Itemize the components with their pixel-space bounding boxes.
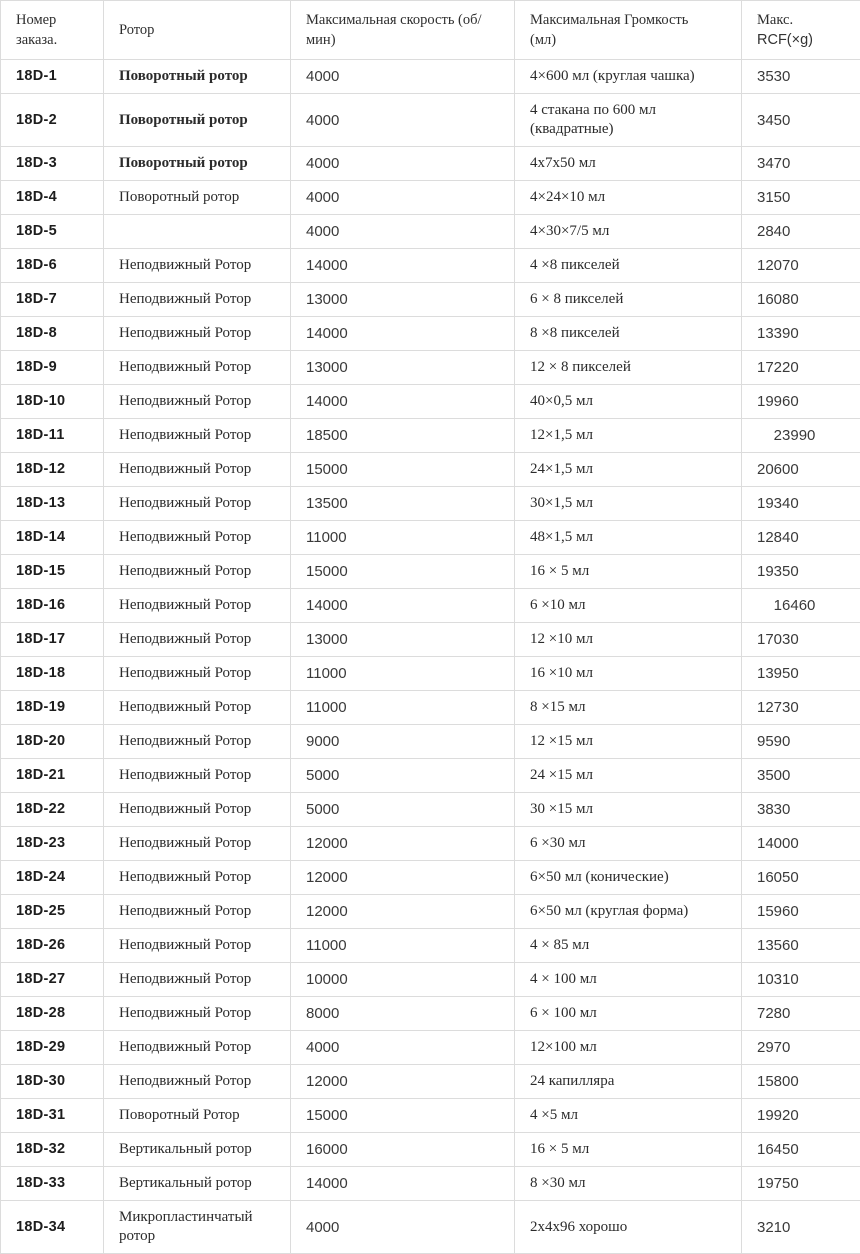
cell-rotor: Неподвижный Ротор bbox=[104, 317, 291, 351]
cell-max-speed: 4000 bbox=[291, 215, 515, 249]
cell-max-speed: 5000 bbox=[291, 759, 515, 793]
cell-max-rcf: 12840 bbox=[742, 521, 860, 555]
header-row bbox=[1, 1, 860, 60]
cell-max-volume: 8 ×8 пикселей bbox=[515, 317, 742, 351]
table-row bbox=[1, 521, 860, 555]
cell-max-volume: 12×1,5 мл bbox=[515, 419, 742, 453]
cell-order-number: 18D-20 bbox=[1, 725, 104, 759]
cell-rotor: Поворотный ротор bbox=[104, 147, 291, 181]
cell-max-rcf: 2970 bbox=[742, 1031, 860, 1065]
cell-max-speed: 14000 bbox=[291, 317, 515, 351]
header-max-speed-line2: мин) bbox=[306, 30, 499, 50]
cell-max-speed: 11000 bbox=[291, 657, 515, 691]
cell-rotor: Неподвижный Ротор bbox=[104, 793, 291, 827]
cell-rotor: Неподвижный Ротор bbox=[104, 521, 291, 555]
cell-max-speed: 11000 bbox=[291, 691, 515, 725]
cell-max-rcf: 17030 bbox=[742, 623, 860, 657]
cell-max-volume: 16 × 5 мл bbox=[515, 555, 742, 589]
table-row bbox=[1, 147, 860, 181]
cell-max-speed: 13000 bbox=[291, 283, 515, 317]
cell-max-speed: 5000 bbox=[291, 793, 515, 827]
cell-order-number: 18D-21 bbox=[1, 759, 104, 793]
table-row bbox=[1, 283, 860, 317]
header-max-speed-line1: Максимальная скорость (об/ bbox=[306, 10, 499, 30]
cell-rotor: Неподвижный Ротор bbox=[104, 589, 291, 623]
header-max-volume-line2: (мл) bbox=[530, 30, 726, 50]
cell-order-number: 18D-28 bbox=[1, 997, 104, 1031]
cell-max-speed: 4000 bbox=[291, 60, 515, 94]
table-row bbox=[1, 487, 860, 521]
header-max-volume-line1: Максимальная Громкость bbox=[530, 10, 726, 30]
cell-rotor: Неподвижный Ротор bbox=[104, 487, 291, 521]
cell-rotor: Поворотный Ротор bbox=[104, 1099, 291, 1133]
table-row bbox=[1, 94, 860, 147]
cell-rotor: Неподвижный Ротор bbox=[104, 997, 291, 1031]
table-row bbox=[1, 419, 860, 453]
cell-max-rcf: 13390 bbox=[742, 317, 860, 351]
cell-max-volume: 12 ×10 мл bbox=[515, 623, 742, 657]
cell-rotor: Неподвижный Ротор bbox=[104, 351, 291, 385]
cell-order-number: 18D-10 bbox=[1, 385, 104, 419]
table-row bbox=[1, 215, 860, 249]
header-order-number bbox=[1, 1, 104, 60]
table-row bbox=[1, 1133, 860, 1167]
cell-max-rcf: 23990 bbox=[742, 419, 860, 453]
cell-order-number: 18D-18 bbox=[1, 657, 104, 691]
cell-rotor: Неподвижный Ротор bbox=[104, 453, 291, 487]
cell-max-rcf: 19960 bbox=[742, 385, 860, 419]
cell-max-speed: 13000 bbox=[291, 623, 515, 657]
cell-max-speed: 12000 bbox=[291, 1065, 515, 1099]
cell-max-speed: 12000 bbox=[291, 861, 515, 895]
cell-max-rcf: 16460 bbox=[742, 589, 860, 623]
table-row bbox=[1, 861, 860, 895]
cell-max-rcf: 20600 bbox=[742, 453, 860, 487]
cell-order-number: 18D-5 bbox=[1, 215, 104, 249]
cell-max-volume: 6×50 мл (круглая форма) bbox=[515, 895, 742, 929]
header-order-line2: заказа. bbox=[16, 30, 88, 50]
cell-order-number: 18D-3 bbox=[1, 147, 104, 181]
cell-max-rcf: 19750 bbox=[742, 1167, 860, 1201]
cell-max-volume: 4×24×10 мл bbox=[515, 181, 742, 215]
cell-max-volume: 2x4x96 хорошо bbox=[515, 1201, 742, 1254]
table-row bbox=[1, 589, 860, 623]
header-max-rcf-line1: Макс. bbox=[757, 10, 845, 30]
cell-max-speed: 15000 bbox=[291, 1099, 515, 1133]
cell-max-rcf: 19920 bbox=[742, 1099, 860, 1133]
cell-rotor bbox=[104, 215, 291, 249]
cell-rotor: Неподвижный Ротор bbox=[104, 657, 291, 691]
table-row bbox=[1, 1031, 860, 1065]
cell-max-speed: 18500 bbox=[291, 419, 515, 453]
table-row bbox=[1, 759, 860, 793]
cell-max-speed: 15000 bbox=[291, 453, 515, 487]
cell-rotor: Поворотный ротор bbox=[104, 181, 291, 215]
cell-max-speed: 16000 bbox=[291, 1133, 515, 1167]
cell-max-rcf: 19340 bbox=[742, 487, 860, 521]
cell-max-volume: 12×100 мл bbox=[515, 1031, 742, 1065]
cell-max-speed: 14000 bbox=[291, 1167, 515, 1201]
table-row bbox=[1, 657, 860, 691]
cell-max-rcf: 3500 bbox=[742, 759, 860, 793]
cell-order-number: 18D-29 bbox=[1, 1031, 104, 1065]
header-rotor-line1: Ротор bbox=[119, 20, 275, 40]
cell-max-volume: 6 ×10 мл bbox=[515, 589, 742, 623]
cell-rotor: Неподвижный Ротор bbox=[104, 725, 291, 759]
cell-order-number: 18D-34 bbox=[1, 1201, 104, 1254]
header-max-rcf-line2: RCF(×g) bbox=[757, 30, 845, 50]
cell-max-rcf: 15960 bbox=[742, 895, 860, 929]
cell-max-speed: 4000 bbox=[291, 1201, 515, 1254]
cell-max-volume: 4 × 85 мл bbox=[515, 929, 742, 963]
table-row bbox=[1, 1201, 860, 1254]
cell-max-volume: 4 стакана по 600 мл (квадратные) bbox=[515, 94, 742, 147]
cell-rotor: Неподвижный Ротор bbox=[104, 759, 291, 793]
cell-max-rcf: 7280 bbox=[742, 997, 860, 1031]
cell-max-rcf: 19350 bbox=[742, 555, 860, 589]
header-max-rcf bbox=[742, 1, 860, 60]
cell-max-rcf: 2840 bbox=[742, 215, 860, 249]
table-row bbox=[1, 555, 860, 589]
cell-rotor: Неподвижный Ротор bbox=[104, 385, 291, 419]
cell-max-speed: 13000 bbox=[291, 351, 515, 385]
cell-max-rcf: 16450 bbox=[742, 1133, 860, 1167]
header-max-volume bbox=[515, 1, 742, 60]
table-body bbox=[1, 60, 860, 1254]
cell-max-volume: 16 × 5 мл bbox=[515, 1133, 742, 1167]
cell-max-speed: 8000 bbox=[291, 997, 515, 1031]
cell-max-rcf: 14000 bbox=[742, 827, 860, 861]
cell-max-volume: 6 × 100 мл bbox=[515, 997, 742, 1031]
cell-order-number: 18D-8 bbox=[1, 317, 104, 351]
cell-order-number: 18D-32 bbox=[1, 1133, 104, 1167]
cell-max-volume: 30 ×15 мл bbox=[515, 793, 742, 827]
cell-max-volume: 6×50 мл (конические) bbox=[515, 861, 742, 895]
cell-order-number: 18D-9 bbox=[1, 351, 104, 385]
cell-max-speed: 14000 bbox=[291, 249, 515, 283]
cell-max-volume: 4 ×5 мл bbox=[515, 1099, 742, 1133]
cell-rotor: Вертикальный ротор bbox=[104, 1133, 291, 1167]
cell-order-number: 18D-16 bbox=[1, 589, 104, 623]
cell-order-number: 18D-30 bbox=[1, 1065, 104, 1099]
cell-max-rcf: 12730 bbox=[742, 691, 860, 725]
cell-max-volume: 30×1,5 мл bbox=[515, 487, 742, 521]
cell-max-rcf: 3470 bbox=[742, 147, 860, 181]
table-row bbox=[1, 895, 860, 929]
cell-order-number: 18D-26 bbox=[1, 929, 104, 963]
cell-order-number: 18D-25 bbox=[1, 895, 104, 929]
cell-rotor: Микропластинчатый ротор bbox=[104, 1201, 291, 1254]
cell-order-number: 18D-1 bbox=[1, 60, 104, 94]
cell-order-number: 18D-7 bbox=[1, 283, 104, 317]
cell-max-rcf: 9590 bbox=[742, 725, 860, 759]
table-header bbox=[1, 1, 860, 60]
cell-order-number: 18D-31 bbox=[1, 1099, 104, 1133]
cell-max-rcf: 15800 bbox=[742, 1065, 860, 1099]
cell-max-rcf: 3210 bbox=[742, 1201, 860, 1254]
header-max-speed bbox=[291, 1, 515, 60]
cell-max-volume: 4x7x50 мл bbox=[515, 147, 742, 181]
cell-order-number: 18D-13 bbox=[1, 487, 104, 521]
cell-max-rcf: 3150 bbox=[742, 181, 860, 215]
cell-max-rcf: 16050 bbox=[742, 861, 860, 895]
cell-max-speed: 4000 bbox=[291, 94, 515, 147]
cell-max-volume: 24×1,5 мл bbox=[515, 453, 742, 487]
table-row bbox=[1, 929, 860, 963]
cell-order-number: 18D-4 bbox=[1, 181, 104, 215]
cell-max-rcf: 10310 bbox=[742, 963, 860, 997]
cell-order-number: 18D-17 bbox=[1, 623, 104, 657]
cell-order-number: 18D-33 bbox=[1, 1167, 104, 1201]
cell-rotor: Неподвижный Ротор bbox=[104, 861, 291, 895]
cell-max-rcf: 13560 bbox=[742, 929, 860, 963]
cell-max-volume: 24 ×15 мл bbox=[515, 759, 742, 793]
cell-rotor: Неподвижный Ротор bbox=[104, 929, 291, 963]
cell-rotor: Неподвижный Ротор bbox=[104, 895, 291, 929]
cell-max-speed: 12000 bbox=[291, 827, 515, 861]
cell-max-volume: 4×600 мл (круглая чашка) bbox=[515, 60, 742, 94]
table-row bbox=[1, 623, 860, 657]
cell-max-speed: 11000 bbox=[291, 521, 515, 555]
cell-max-rcf: 3830 bbox=[742, 793, 860, 827]
cell-max-volume: 6 × 8 пикселей bbox=[515, 283, 742, 317]
cell-max-volume: 4×30×7/5 мл bbox=[515, 215, 742, 249]
table-row bbox=[1, 317, 860, 351]
cell-order-number: 18D-6 bbox=[1, 249, 104, 283]
cell-rotor: Неподвижный Ротор bbox=[104, 419, 291, 453]
cell-max-speed: 4000 bbox=[291, 181, 515, 215]
cell-max-volume: 12 × 8 пикселей bbox=[515, 351, 742, 385]
cell-max-volume: 24 капилляра bbox=[515, 1065, 742, 1099]
cell-max-volume: 12 ×15 мл bbox=[515, 725, 742, 759]
cell-max-speed: 4000 bbox=[291, 1031, 515, 1065]
table-row bbox=[1, 385, 860, 419]
cell-rotor: Поворотный ротор bbox=[104, 94, 291, 147]
cell-rotor: Неподвижный Ротор bbox=[104, 555, 291, 589]
table-row bbox=[1, 725, 860, 759]
cell-max-rcf: 17220 bbox=[742, 351, 860, 385]
cell-max-rcf: 3450 bbox=[742, 94, 860, 147]
cell-order-number: 18D-14 bbox=[1, 521, 104, 555]
cell-max-volume: 4 × 100 мл bbox=[515, 963, 742, 997]
cell-max-speed: 14000 bbox=[291, 385, 515, 419]
header-rotor bbox=[104, 1, 291, 60]
cell-max-volume: 4 ×8 пикселей bbox=[515, 249, 742, 283]
cell-order-number: 18D-22 bbox=[1, 793, 104, 827]
table-row bbox=[1, 691, 860, 725]
cell-max-speed: 11000 bbox=[291, 929, 515, 963]
table-row bbox=[1, 60, 860, 94]
cell-max-volume: 40×0,5 мл bbox=[515, 385, 742, 419]
cell-max-speed: 13500 bbox=[291, 487, 515, 521]
cell-rotor: Неподвижный Ротор bbox=[104, 963, 291, 997]
cell-max-volume: 48×1,5 мл bbox=[515, 521, 742, 555]
cell-rotor: Неподвижный Ротор bbox=[104, 1065, 291, 1099]
table-row bbox=[1, 1065, 860, 1099]
table-row bbox=[1, 249, 860, 283]
table-row bbox=[1, 1099, 860, 1133]
cell-max-volume: 16 ×10 мл bbox=[515, 657, 742, 691]
table-row bbox=[1, 793, 860, 827]
cell-max-speed: 4000 bbox=[291, 147, 515, 181]
cell-max-speed: 14000 bbox=[291, 589, 515, 623]
cell-rotor: Неподвижный Ротор bbox=[104, 691, 291, 725]
cell-rotor: Неподвижный Ротор bbox=[104, 623, 291, 657]
cell-rotor: Поворотный ротор bbox=[104, 60, 291, 94]
cell-order-number: 18D-23 bbox=[1, 827, 104, 861]
cell-max-speed: 15000 bbox=[291, 555, 515, 589]
cell-order-number: 18D-2 bbox=[1, 94, 104, 147]
cell-order-number: 18D-27 bbox=[1, 963, 104, 997]
cell-max-volume: 6 ×30 мл bbox=[515, 827, 742, 861]
cell-max-volume: 8 ×30 мл bbox=[515, 1167, 742, 1201]
table-row bbox=[1, 827, 860, 861]
cell-max-speed: 12000 bbox=[291, 895, 515, 929]
cell-max-rcf: 3530 bbox=[742, 60, 860, 94]
cell-max-rcf: 16080 bbox=[742, 283, 860, 317]
cell-rotor: Неподвижный Ротор bbox=[104, 249, 291, 283]
table-row bbox=[1, 181, 860, 215]
table-row bbox=[1, 997, 860, 1031]
cell-rotor: Неподвижный Ротор bbox=[104, 827, 291, 861]
table-row bbox=[1, 351, 860, 385]
cell-order-number: 18D-24 bbox=[1, 861, 104, 895]
cell-max-speed: 9000 bbox=[291, 725, 515, 759]
header-order-line1: Номер bbox=[16, 10, 88, 30]
cell-order-number: 18D-19 bbox=[1, 691, 104, 725]
table-row bbox=[1, 1167, 860, 1201]
cell-max-rcf: 13950 bbox=[742, 657, 860, 691]
cell-order-number: 18D-11 bbox=[1, 419, 104, 453]
cell-rotor: Неподвижный Ротор bbox=[104, 1031, 291, 1065]
cell-order-number: 18D-15 bbox=[1, 555, 104, 589]
cell-rotor: Вертикальный ротор bbox=[104, 1167, 291, 1201]
cell-max-speed: 10000 bbox=[291, 963, 515, 997]
cell-order-number: 18D-12 bbox=[1, 453, 104, 487]
table-row bbox=[1, 453, 860, 487]
cell-max-volume: 8 ×15 мл bbox=[515, 691, 742, 725]
cell-rotor: Неподвижный Ротор bbox=[104, 283, 291, 317]
table-row bbox=[1, 963, 860, 997]
cell-max-rcf: 12070 bbox=[742, 249, 860, 283]
